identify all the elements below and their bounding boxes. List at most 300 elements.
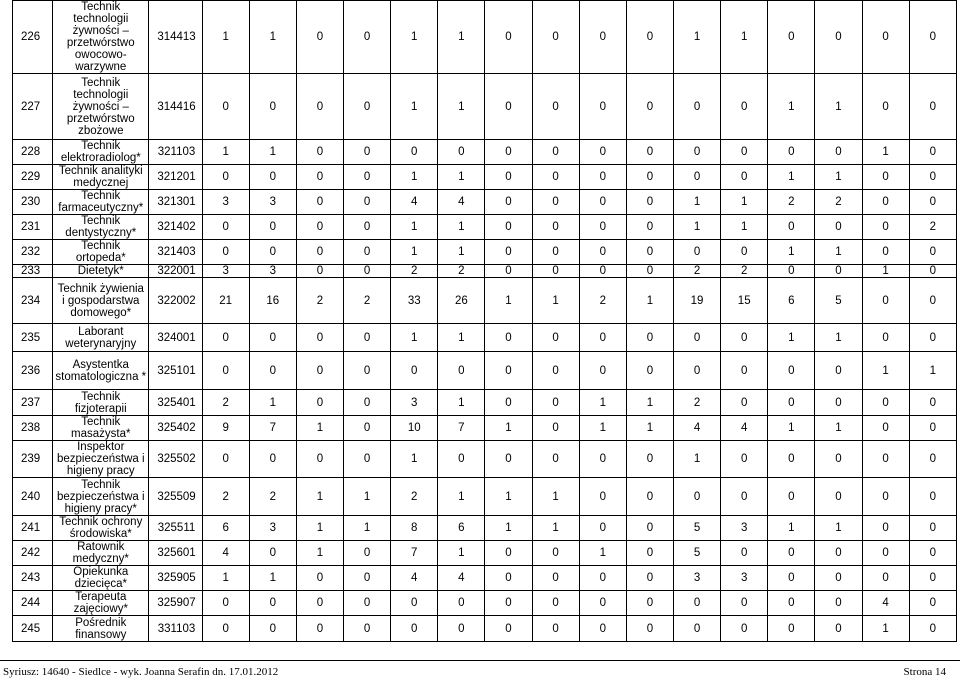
value-cell: 0 [532, 591, 579, 616]
value-cell: 2 [438, 265, 485, 278]
profession-code-cell: 321201 [149, 165, 202, 190]
row-number-cell: 239 [13, 441, 53, 478]
value-cell: 1 [626, 390, 673, 416]
value-cell: 0 [721, 441, 768, 478]
value-cell: 4 [438, 190, 485, 215]
table-body [13, 1, 957, 642]
value-cell: 0 [579, 165, 626, 190]
value-cell: 0 [296, 215, 343, 240]
value-cell: 1 [438, 74, 485, 140]
value-cell: 3 [391, 390, 438, 416]
value-cell: 0 [296, 352, 343, 390]
value-cell: 0 [438, 591, 485, 616]
value-cell: 0 [909, 616, 956, 642]
profession-code-cell: 325905 [149, 566, 202, 591]
profession-name-cell: Technik analityki medycznej [53, 165, 149, 190]
value-cell: 3 [673, 566, 720, 591]
value-cell: 0 [721, 352, 768, 390]
value-cell: 0 [909, 416, 956, 441]
value-cell: 0 [909, 265, 956, 278]
value-cell: 4 [438, 566, 485, 591]
value-cell: 0 [768, 478, 815, 516]
value-cell: 0 [673, 140, 720, 165]
value-cell: 0 [721, 240, 768, 265]
value-cell: 4 [862, 591, 909, 616]
value-cell: 0 [768, 566, 815, 591]
table-row [13, 516, 957, 541]
value-cell: 0 [485, 190, 532, 215]
table-row [13, 566, 957, 591]
value-cell: 0 [673, 74, 720, 140]
value-cell: 0 [344, 616, 391, 642]
value-cell: 1 [815, 74, 862, 140]
value-cell: 1 [344, 516, 391, 541]
value-cell: 0 [909, 140, 956, 165]
profession-code-cell: 325101 [149, 352, 202, 390]
row-number-cell: 240 [13, 478, 53, 516]
value-cell: 0 [532, 566, 579, 591]
value-cell: 0 [768, 140, 815, 165]
value-cell: 0 [626, 541, 673, 566]
value-cell: 1 [862, 616, 909, 642]
value-cell: 0 [862, 441, 909, 478]
value-cell: 0 [626, 516, 673, 541]
value-cell: 0 [862, 165, 909, 190]
value-cell: 0 [579, 140, 626, 165]
value-cell: 0 [626, 324, 673, 352]
value-cell: 0 [296, 265, 343, 278]
value-cell: 0 [909, 478, 956, 516]
row-number-cell: 245 [13, 616, 53, 642]
value-cell: 0 [721, 616, 768, 642]
value-cell: 0 [815, 478, 862, 516]
value-cell: 2 [768, 190, 815, 215]
profession-name-cell: Pośrednik finansowy [53, 616, 149, 642]
value-cell: 1 [296, 516, 343, 541]
value-cell: 0 [909, 441, 956, 478]
value-cell: 0 [202, 324, 249, 352]
value-cell: 1 [721, 215, 768, 240]
value-cell: 0 [626, 74, 673, 140]
table-row [13, 215, 957, 240]
value-cell: 1 [626, 278, 673, 324]
value-cell: 0 [768, 591, 815, 616]
table-row [13, 1, 957, 74]
profession-code-cell: 321403 [149, 240, 202, 265]
value-cell: 0 [249, 74, 296, 140]
row-number-cell: 244 [13, 591, 53, 616]
value-cell: 0 [862, 541, 909, 566]
row-number-cell: 243 [13, 566, 53, 591]
value-cell: 1 [909, 352, 956, 390]
value-cell: 0 [249, 441, 296, 478]
value-cell: 0 [391, 591, 438, 616]
value-cell: 0 [296, 140, 343, 165]
value-cell: 0 [579, 190, 626, 215]
value-cell: 0 [579, 616, 626, 642]
value-cell: 2 [673, 265, 720, 278]
profession-name-cell: Inspektor bezpieczeństwa i higieny pracy [53, 441, 149, 478]
table-row [13, 278, 957, 324]
value-cell: 0 [579, 265, 626, 278]
value-cell: 0 [579, 591, 626, 616]
value-cell: 7 [438, 416, 485, 441]
profession-code-cell: 324001 [149, 324, 202, 352]
value-cell: 1 [579, 541, 626, 566]
profession-code-cell: 322002 [149, 278, 202, 324]
value-cell: 0 [862, 278, 909, 324]
row-number-cell: 228 [13, 140, 53, 165]
profession-code-cell: 325511 [149, 516, 202, 541]
value-cell: 0 [768, 390, 815, 416]
value-cell: 0 [909, 390, 956, 416]
row-number-cell: 242 [13, 541, 53, 566]
value-cell: 1 [673, 190, 720, 215]
value-cell: 0 [532, 324, 579, 352]
table-row [13, 591, 957, 616]
value-cell: 1 [202, 140, 249, 165]
table-row [13, 324, 957, 352]
profession-code-cell: 321301 [149, 190, 202, 215]
value-cell: 0 [485, 616, 532, 642]
value-cell: 0 [862, 240, 909, 265]
value-cell: 0 [249, 324, 296, 352]
value-cell: 0 [768, 616, 815, 642]
value-cell: 1 [438, 324, 485, 352]
value-cell: 1 [391, 1, 438, 74]
value-cell: 0 [532, 416, 579, 441]
value-cell: 1 [485, 278, 532, 324]
value-cell: 0 [862, 324, 909, 352]
profession-name-cell: Technik ochrony środowiska* [53, 516, 149, 541]
value-cell: 0 [202, 616, 249, 642]
value-cell: 0 [721, 478, 768, 516]
profession-name-cell: Opiekunka dziecięca* [53, 566, 149, 591]
value-cell: 1 [296, 478, 343, 516]
value-cell: 0 [202, 215, 249, 240]
value-cell: 0 [909, 74, 956, 140]
row-number-cell: 229 [13, 165, 53, 190]
value-cell: 0 [296, 566, 343, 591]
value-cell: 0 [768, 265, 815, 278]
value-cell: 0 [815, 140, 862, 165]
value-cell: 1 [532, 516, 579, 541]
value-cell: 1 [391, 240, 438, 265]
value-cell: 0 [249, 215, 296, 240]
value-cell: 0 [673, 240, 720, 265]
profession-code-cell: 325401 [149, 390, 202, 416]
row-number-cell: 231 [13, 215, 53, 240]
profession-name-cell: Technik ortopeda* [53, 240, 149, 265]
value-cell: 0 [391, 352, 438, 390]
value-cell: 1 [626, 416, 673, 441]
value-cell: 4 [391, 190, 438, 215]
table-row [13, 352, 957, 390]
value-cell: 1 [815, 324, 862, 352]
value-cell: 0 [485, 324, 532, 352]
table-row [13, 190, 957, 215]
row-number-cell: 235 [13, 324, 53, 352]
value-cell: 0 [344, 74, 391, 140]
value-cell: 5 [673, 516, 720, 541]
value-cell: 0 [909, 541, 956, 566]
value-cell: 2 [202, 390, 249, 416]
value-cell: 0 [344, 352, 391, 390]
value-cell: 0 [862, 478, 909, 516]
value-cell: 0 [485, 441, 532, 478]
value-cell: 0 [815, 352, 862, 390]
value-cell: 4 [391, 566, 438, 591]
value-cell: 0 [344, 165, 391, 190]
value-cell: 0 [909, 240, 956, 265]
value-cell: 1 [249, 390, 296, 416]
value-cell: 3 [202, 190, 249, 215]
table-row [13, 240, 957, 265]
value-cell: 1 [391, 441, 438, 478]
table-row [13, 616, 957, 642]
value-cell: 0 [626, 478, 673, 516]
value-cell: 0 [438, 616, 485, 642]
value-cell: 0 [296, 390, 343, 416]
value-cell: 3 [721, 516, 768, 541]
value-cell: 0 [344, 1, 391, 74]
value-cell: 0 [721, 140, 768, 165]
value-cell: 0 [815, 441, 862, 478]
value-cell: 0 [579, 566, 626, 591]
value-cell: 0 [626, 591, 673, 616]
value-cell: 0 [202, 441, 249, 478]
value-cell: 0 [344, 390, 391, 416]
value-cell: 0 [626, 566, 673, 591]
value-cell: 1 [768, 516, 815, 541]
value-cell: 0 [768, 541, 815, 566]
value-cell: 1 [768, 240, 815, 265]
value-cell: 0 [673, 165, 720, 190]
profession-name-cell: Technik farmaceutyczny* [53, 190, 149, 215]
value-cell: 1 [768, 324, 815, 352]
value-cell: 0 [532, 74, 579, 140]
value-cell: 2 [815, 190, 862, 215]
value-cell: 21 [202, 278, 249, 324]
value-cell: 0 [721, 591, 768, 616]
value-cell: 19 [673, 278, 720, 324]
row-number-cell: 226 [13, 1, 53, 74]
value-cell: 2 [344, 278, 391, 324]
value-cell: 3 [249, 516, 296, 541]
value-cell: 0 [862, 566, 909, 591]
value-cell: 0 [296, 324, 343, 352]
value-cell: 1 [862, 265, 909, 278]
value-cell: 1 [249, 1, 296, 74]
value-cell: 0 [626, 215, 673, 240]
value-cell: 0 [296, 441, 343, 478]
profession-code-cell: 322001 [149, 265, 202, 278]
value-cell: 0 [532, 390, 579, 416]
value-cell: 0 [249, 541, 296, 566]
value-cell: 0 [344, 140, 391, 165]
value-cell: 2 [673, 390, 720, 416]
value-cell: 0 [202, 165, 249, 190]
value-cell: 1 [344, 478, 391, 516]
profession-name-cell: Dietetyk* [53, 265, 149, 278]
value-cell: 1 [202, 566, 249, 591]
value-cell: 1 [485, 416, 532, 441]
value-cell: 2 [391, 265, 438, 278]
value-cell: 0 [296, 591, 343, 616]
value-cell: 0 [344, 441, 391, 478]
value-cell: 7 [249, 416, 296, 441]
profession-name-cell: Technik fizjoterapii [53, 390, 149, 416]
value-cell: 0 [862, 516, 909, 541]
value-cell: 16 [249, 278, 296, 324]
value-cell: 0 [296, 190, 343, 215]
value-cell: 0 [485, 140, 532, 165]
value-cell: 0 [815, 1, 862, 74]
value-cell: 0 [202, 74, 249, 140]
table-row [13, 390, 957, 416]
value-cell: 0 [909, 591, 956, 616]
value-cell: 1 [438, 1, 485, 74]
value-cell: 1 [673, 1, 720, 74]
value-cell: 0 [815, 541, 862, 566]
value-cell: 0 [344, 240, 391, 265]
value-cell: 0 [579, 215, 626, 240]
value-cell: 0 [296, 616, 343, 642]
value-cell: 0 [391, 140, 438, 165]
value-cell: 0 [909, 1, 956, 74]
value-cell: 1 [862, 352, 909, 390]
value-cell: 0 [249, 240, 296, 265]
value-cell: 1 [532, 278, 579, 324]
value-cell: 1 [815, 516, 862, 541]
value-cell: 0 [815, 390, 862, 416]
profession-name-cell: Technik technologii żywności – przetwórstwo owocowo-warzywne [53, 1, 149, 74]
value-cell: 2 [721, 265, 768, 278]
value-cell: 1 [391, 165, 438, 190]
value-cell: 1 [532, 478, 579, 516]
value-cell: 0 [438, 441, 485, 478]
footer-source-text: Syriusz: 14640 - Siedlce - wyk. Joanna Serafin dn. 17.01.2012 [3, 666, 279, 678]
value-cell: 0 [532, 165, 579, 190]
value-cell: 1 [673, 215, 720, 240]
profession-code-cell: 325402 [149, 416, 202, 441]
value-cell: 0 [909, 278, 956, 324]
profession-name-cell: Technik technologii żywności – przetwórstwo zbożowe [53, 74, 149, 140]
value-cell: 0 [673, 616, 720, 642]
profession-name-cell: Laborant weterynaryjny [53, 324, 149, 352]
value-cell: 0 [721, 390, 768, 416]
value-cell: 10 [391, 416, 438, 441]
value-cell: 0 [485, 240, 532, 265]
statistics-table [12, 0, 957, 642]
value-cell: 0 [768, 441, 815, 478]
value-cell: 0 [532, 140, 579, 165]
value-cell: 0 [579, 240, 626, 265]
value-cell: 1 [296, 416, 343, 441]
value-cell: 1 [391, 324, 438, 352]
value-cell: 1 [485, 516, 532, 541]
row-number-cell: 234 [13, 278, 53, 324]
value-cell: 1 [768, 165, 815, 190]
value-cell: 1 [815, 416, 862, 441]
value-cell: 0 [815, 591, 862, 616]
value-cell: 0 [532, 190, 579, 215]
value-cell: 0 [532, 616, 579, 642]
value-cell: 1 [438, 165, 485, 190]
value-cell: 5 [673, 541, 720, 566]
value-cell: 6 [202, 516, 249, 541]
value-cell: 1 [202, 1, 249, 74]
value-cell: 0 [532, 240, 579, 265]
value-cell: 2 [909, 215, 956, 240]
value-cell: 0 [579, 516, 626, 541]
value-cell: 1 [438, 240, 485, 265]
value-cell: 0 [296, 74, 343, 140]
value-cell: 1 [438, 390, 485, 416]
value-cell: 1 [391, 215, 438, 240]
row-number-cell: 232 [13, 240, 53, 265]
value-cell: 1 [296, 541, 343, 566]
value-cell: 0 [768, 215, 815, 240]
value-cell: 0 [344, 215, 391, 240]
value-cell: 0 [202, 352, 249, 390]
value-cell: 0 [485, 74, 532, 140]
value-cell: 0 [296, 1, 343, 74]
value-cell: 1 [721, 1, 768, 74]
value-cell: 0 [673, 591, 720, 616]
row-number-cell: 238 [13, 416, 53, 441]
value-cell: 3 [249, 190, 296, 215]
value-cell: 0 [626, 265, 673, 278]
value-cell: 2 [202, 478, 249, 516]
value-cell: 3 [249, 265, 296, 278]
value-cell: 1 [815, 240, 862, 265]
value-cell: 4 [673, 416, 720, 441]
value-cell: 0 [579, 478, 626, 516]
value-cell: 0 [249, 591, 296, 616]
row-number-cell: 237 [13, 390, 53, 416]
table-row [13, 478, 957, 516]
value-cell: 0 [344, 416, 391, 441]
profession-name-cell: Ratownik medyczny* [53, 541, 149, 566]
value-cell: 0 [862, 190, 909, 215]
value-cell: 6 [438, 516, 485, 541]
value-cell: 0 [862, 74, 909, 140]
value-cell: 1 [438, 478, 485, 516]
value-cell: 0 [532, 441, 579, 478]
value-cell: 0 [438, 352, 485, 390]
value-cell: 0 [626, 140, 673, 165]
value-cell: 1 [768, 74, 815, 140]
value-cell: 0 [909, 165, 956, 190]
value-cell: 0 [485, 215, 532, 240]
profession-name-cell: Terapeuta zajęciowy* [53, 591, 149, 616]
value-cell: 0 [815, 215, 862, 240]
profession-name-cell: Technik masażysta* [53, 416, 149, 441]
profession-code-cell: 314416 [149, 74, 202, 140]
value-cell: 0 [579, 324, 626, 352]
value-cell: 0 [202, 591, 249, 616]
value-cell: 0 [909, 566, 956, 591]
profession-name-cell: Technik elektroradiolog* [53, 140, 149, 165]
value-cell: 0 [344, 324, 391, 352]
value-cell: 0 [485, 390, 532, 416]
value-cell: 15 [721, 278, 768, 324]
table-row [13, 165, 957, 190]
table-row [13, 416, 957, 441]
value-cell: 0 [862, 390, 909, 416]
value-cell: 9 [202, 416, 249, 441]
